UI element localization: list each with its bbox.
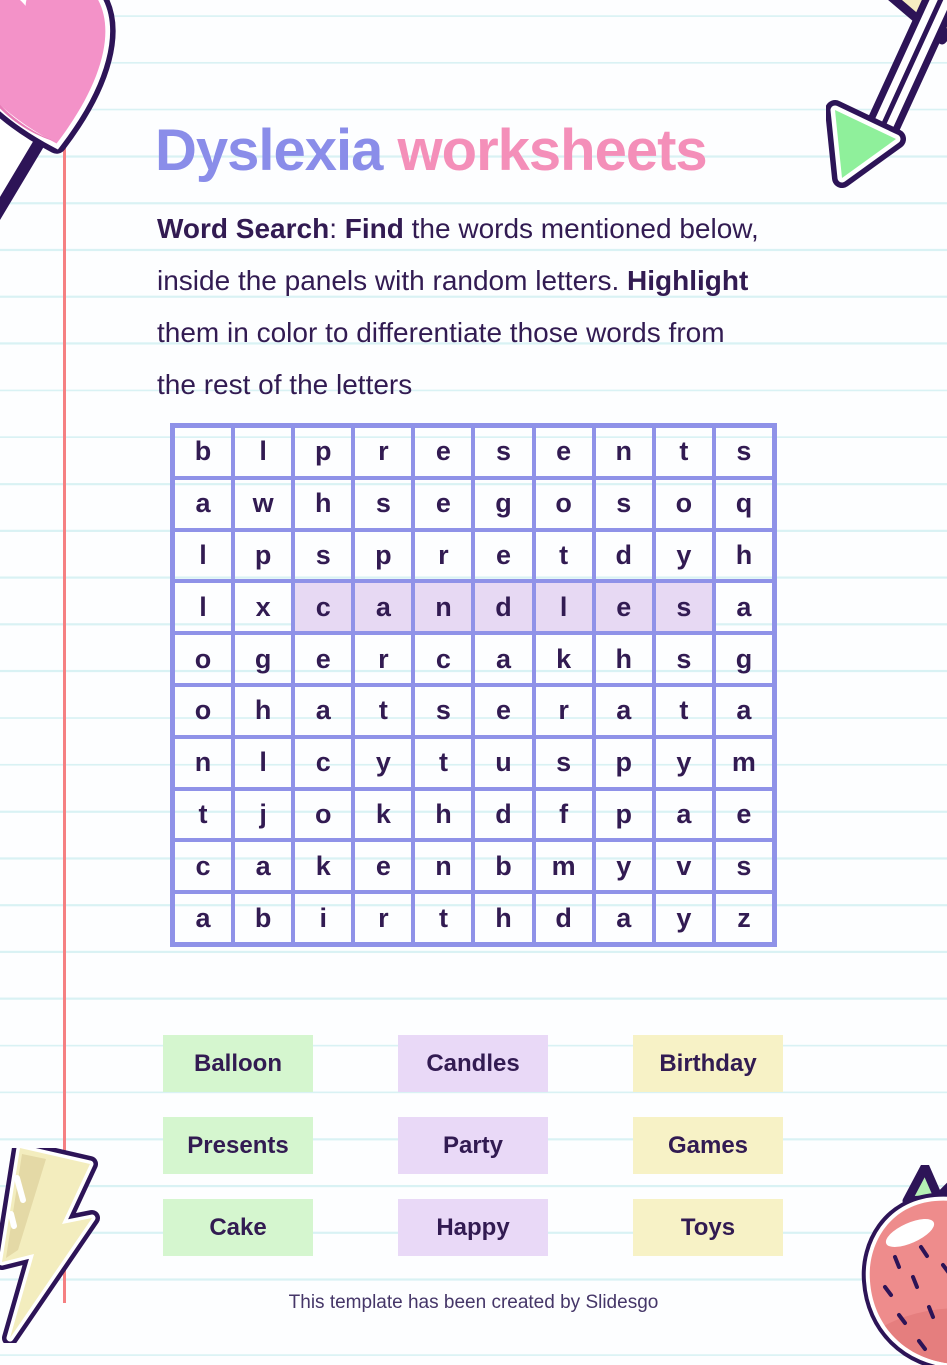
grid-cell-r4c6[interactable]: d [473, 581, 533, 633]
grid-cell-r7c3[interactable]: c [293, 737, 353, 789]
grid-cell-r10c8[interactable]: a [594, 892, 654, 944]
grid-cell-r8c7[interactable]: f [534, 789, 594, 841]
instructions-line: them in color to differentiate those words from [157, 317, 725, 348]
grid-cell-r9c6[interactable]: b [473, 840, 533, 892]
grid-cell-r3c1[interactable]: l [173, 530, 233, 582]
grid-cell-r8c6[interactable]: d [473, 789, 533, 841]
instructions-line: inside the panels with random letters. Highlight [157, 265, 749, 296]
instructions-line: Word Search: Find the words mentioned below, [157, 213, 759, 244]
grid-cell-r10c9[interactable]: y [654, 892, 714, 944]
page-title [155, 117, 707, 184]
grid-cell-r5c6[interactable]: a [473, 633, 533, 685]
grid-cell-r6c6[interactable]: e [473, 685, 533, 737]
grid-cell-r2c8[interactable]: s [594, 478, 654, 530]
grid-cell-r4c4[interactable]: a [353, 581, 413, 633]
grid-cell-r6c9[interactable]: t [654, 685, 714, 737]
grid-cell-r7c2[interactable]: l [233, 737, 293, 789]
grid-cell-r7c9[interactable]: y [654, 737, 714, 789]
grid-cell-r7c6[interactable]: u [473, 737, 533, 789]
grid-cell-r2c4[interactable]: s [353, 478, 413, 530]
grid-cell-r2c5[interactable]: e [413, 478, 473, 530]
grid-cell-r1c4[interactable]: r [353, 426, 413, 478]
grid-cell-r3c3[interactable]: s [293, 530, 353, 582]
grid-cell-r4c1[interactable]: l [173, 581, 233, 633]
page-title-word1: Dyslexia [155, 117, 383, 183]
grid-cell-r1c8[interactable]: n [594, 426, 654, 478]
grid-cell-r5c10[interactable]: g [714, 633, 774, 685]
grid-cell-r7c8[interactable]: p [594, 737, 654, 789]
grid-cell-r3c10[interactable]: h [714, 530, 774, 582]
grid-cell-r1c6[interactable]: s [473, 426, 533, 478]
grid-cell-r5c2[interactable]: g [233, 633, 293, 685]
grid-cell-r6c2[interactable]: h [233, 685, 293, 737]
grid-cell-r5c7[interactable]: k [534, 633, 594, 685]
grid-cell-r8c4[interactable]: k [353, 789, 413, 841]
grid-cell-r6c4[interactable]: t [353, 685, 413, 737]
grid-cell-r3c9[interactable]: y [654, 530, 714, 582]
grid-cell-r6c7[interactable]: r [534, 685, 594, 737]
grid-cell-r9c2[interactable]: a [233, 840, 293, 892]
grid-cell-r4c2[interactable]: x [233, 581, 293, 633]
grid-cell-r8c2[interactable]: j [233, 789, 293, 841]
grid-cell-r6c3[interactable]: a [293, 685, 353, 737]
grid-cell-r2c9[interactable]: o [654, 478, 714, 530]
grid-cell-r9c1[interactable]: c [173, 840, 233, 892]
grid-cell-r7c7[interactable]: s [534, 737, 594, 789]
grid-cell-r9c5[interactable]: n [413, 840, 473, 892]
grid-cell-r1c10[interactable]: s [714, 426, 774, 478]
grid-cell-r6c8[interactable]: a [594, 685, 654, 737]
grid-cell-r1c1[interactable]: b [173, 426, 233, 478]
grid-cell-r5c3[interactable]: e [293, 633, 353, 685]
grid-cell-r2c10[interactable]: q [714, 478, 774, 530]
grid-cell-r2c2[interactable]: w [233, 478, 293, 530]
grid-cell-r4c10[interactable]: a [714, 581, 774, 633]
grid-cell-r10c7[interactable]: d [534, 892, 594, 944]
grid-cell-r7c10[interactable]: m [714, 737, 774, 789]
grid-cell-r10c2[interactable]: b [233, 892, 293, 944]
lightning-sticker-icon [0, 1148, 131, 1343]
grid-cell-r8c3[interactable]: o [293, 789, 353, 841]
word-chip-happy: Happy [398, 1199, 548, 1256]
grid-cell-r7c5[interactable]: t [413, 737, 473, 789]
grid-cell-r4c7[interactable]: l [534, 581, 594, 633]
grid-cell-r8c8[interactable]: p [594, 789, 654, 841]
grid-cell-r9c8[interactable]: y [594, 840, 654, 892]
grid-cell-r7c1[interactable]: n [173, 737, 233, 789]
strawberry-sticker-icon [855, 1165, 947, 1365]
grid-cell-r1c2[interactable]: l [233, 426, 293, 478]
grid-cell-r3c6[interactable]: e [473, 530, 533, 582]
grid-cell-r10c10[interactable]: z [714, 892, 774, 944]
grid-cell-r2c7[interactable]: o [534, 478, 594, 530]
grid-cell-r2c6[interactable]: g [473, 478, 533, 530]
grid-cell-r2c3[interactable]: h [293, 478, 353, 530]
grid-cell-r10c4[interactable]: r [353, 892, 413, 944]
grid-cell-r8c5[interactable]: h [413, 789, 473, 841]
word-chip-toys: Toys [633, 1199, 783, 1256]
grid-cell-r4c5[interactable]: n [413, 581, 473, 633]
grid-cell-r1c9[interactable]: t [654, 426, 714, 478]
grid-cell-r3c8[interactable]: d [594, 530, 654, 582]
heart-sticker-icon [0, 0, 157, 244]
word-chip-balloon: Balloon [163, 1035, 313, 1092]
grid-cell-r10c6[interactable]: h [473, 892, 533, 944]
page-title-word2: worksheets [397, 117, 707, 183]
grid-cell-r2c1[interactable]: a [173, 478, 233, 530]
grid-cell-r8c10[interactable]: e [714, 789, 774, 841]
grid-cell-r1c5[interactable]: e [413, 426, 473, 478]
grid-cell-r8c9[interactable]: a [654, 789, 714, 841]
grid-cell-r4c9[interactable]: s [654, 581, 714, 633]
grid-cell-r9c3[interactable]: k [293, 840, 353, 892]
instructions-line: the rest of the letters [157, 369, 413, 400]
grid-cell-r10c1[interactable]: a [173, 892, 233, 944]
grid-cell-r8c1[interactable]: t [173, 789, 233, 841]
grid-cell-r6c1[interactable]: o [173, 685, 233, 737]
grid-cell-r7c4[interactable]: y [353, 737, 413, 789]
grid-cell-r6c5[interactable]: s [413, 685, 473, 737]
grid-cell-r3c4[interactable]: p [353, 530, 413, 582]
grid-cell-r5c5[interactable]: c [413, 633, 473, 685]
grid-cell-r9c7[interactable]: m [534, 840, 594, 892]
grid-cell-r6c10[interactable]: a [714, 685, 774, 737]
grid-cell-r9c9[interactable]: v [654, 840, 714, 892]
word-chip-candles: Candles [398, 1035, 548, 1092]
grid-cell-r5c8[interactable]: h [594, 633, 654, 685]
grid-cell-r3c7[interactable]: t [534, 530, 594, 582]
grid-cell-r1c7[interactable]: e [534, 426, 594, 478]
grid-cell-r9c4[interactable]: e [353, 840, 413, 892]
grid-cell-r4c8[interactable]: e [594, 581, 654, 633]
word-chip-party: Party [398, 1117, 548, 1174]
instructions [157, 203, 817, 411]
grid-cell-r5c4[interactable]: r [353, 633, 413, 685]
grid-cell-r9c10[interactable]: s [714, 840, 774, 892]
grid-cell-r5c9[interactable]: s [654, 633, 714, 685]
grid-cell-r4c3[interactable]: c [293, 581, 353, 633]
grid-cell-r10c3[interactable]: i [293, 892, 353, 944]
grid-cell-r1c3[interactable]: p [293, 426, 353, 478]
grid-cell-r5c1[interactable]: o [173, 633, 233, 685]
word-chip-presents: Presents [163, 1117, 313, 1174]
word-chip-birthday: Birthday [633, 1035, 783, 1092]
word-chip-cake: Cake [163, 1199, 313, 1256]
grid-cell-r10c5[interactable]: t [413, 892, 473, 944]
footer-credit: This template has been created by Slidesgo [288, 1292, 659, 1313]
arrow-sticker-icon [826, 0, 947, 207]
word-chip-games: Games [633, 1117, 783, 1174]
grid-cell-r3c5[interactable]: r [413, 530, 473, 582]
word-bank [163, 1035, 783, 1256]
grid-cell-r3c2[interactable]: p [233, 530, 293, 582]
word-search-grid [170, 423, 777, 947]
